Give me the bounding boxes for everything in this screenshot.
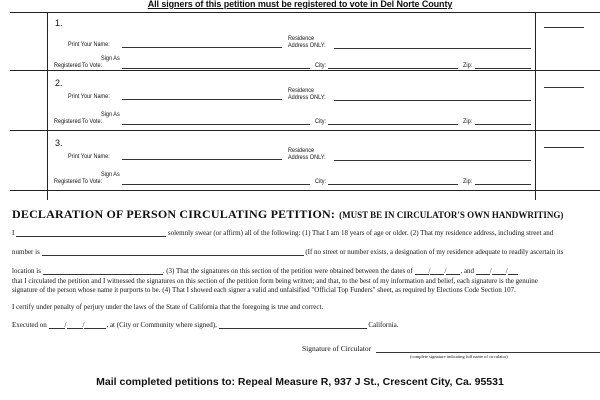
residence-address-field[interactable] (334, 48, 531, 49)
city-label: City: (315, 178, 327, 185)
location-field[interactable] (43, 268, 163, 275)
executed-on-label: Executed on (12, 321, 47, 329)
declaration-line-2 (12, 248, 563, 256)
declaration-line-3 (12, 267, 518, 275)
zip-label: Zip: (463, 118, 473, 125)
end-year-field[interactable] (505, 267, 518, 275)
declaration-text: solemnly swear (or affirm) all of the following: (1) That I am 18 years of age or older. (2) That my residence address, including street and (167, 229, 554, 237)
print-name-field[interactable] (122, 159, 282, 160)
residence-label: Residence (288, 87, 315, 94)
declaration-line-5: signature of the person whose name it purports to be. (4) That I showed each signer a valid and unfalsified "Official Top Funders" sheet, as required by Elections Code Section 107. (12, 286, 516, 294)
zip-field[interactable] (475, 68, 531, 69)
declaration-text: I (12, 229, 15, 237)
circulator-declaration (12, 205, 600, 360)
start-day-field[interactable] (430, 267, 447, 275)
registered-label: Registered To Vote: (54, 62, 103, 69)
print-name-field[interactable] (122, 99, 282, 100)
eligibility-banner: All signers of this petition must be registered to vote in Del Norte County (147, 0, 453, 9)
signature-grid (10, 12, 600, 199)
residence-address-field[interactable] (334, 160, 531, 161)
date-slash: / (489, 267, 492, 275)
sign-as-label: Sign As (101, 55, 120, 62)
address-only-label: Address ONLY: (288, 154, 326, 161)
date-slash: / (505, 267, 508, 275)
sign-as-label: Sign As (101, 111, 120, 118)
signature-field[interactable] (122, 184, 310, 185)
city-field[interactable] (328, 68, 458, 69)
signer-row-2 (10, 73, 600, 131)
print-name-label: Print Your Name: (68, 41, 110, 48)
declaration-text: (If no street or number exists, a designation of my residence adequate to readily ascertain its (305, 248, 564, 256)
at-city-label: , at (City or Community where signed), (106, 321, 217, 329)
declaration-title: DECLARATION OF PERSON CIRCULATING PETITION: (12, 207, 336, 221)
registered-label: Registered To Vote: (54, 118, 103, 125)
date-slash: / (64, 321, 67, 329)
signing-city-field[interactable] (219, 322, 367, 329)
signer-number: 1. (55, 18, 63, 28)
zip-label: Zip: (463, 62, 473, 69)
declaration-subtitle: (MUST BE IN CIRCULATOR'S OWN HANDWRITING) (339, 210, 564, 220)
print-name-label: Print Your Name: (68, 153, 110, 160)
residence-address-field[interactable] (334, 100, 531, 101)
executed-line (12, 321, 399, 329)
registered-label: Registered To Vote: (54, 178, 103, 185)
signer-number: 2. (55, 78, 63, 88)
declaration-text: number is (12, 248, 40, 256)
end-day-field[interactable] (489, 267, 506, 275)
city-field[interactable] (328, 124, 458, 125)
declaration-text: location is (12, 267, 41, 275)
declaration-line-4: that I circulated the petition and I witnessed the signatures on this section of the petition form being written; and that, to the best of my information and belief, each signature is the genuine (12, 277, 538, 285)
circulator-signature-field[interactable] (376, 352, 600, 353)
date-slash: / (82, 321, 85, 329)
circulator-signature-label: Signature of Circulator (302, 344, 372, 353)
zip-label: Zip: (463, 178, 473, 185)
declaration-text: , and (460, 267, 475, 275)
executed-year-field[interactable] (84, 322, 106, 329)
residence-label: Residence (288, 35, 315, 42)
end-month-field[interactable] (476, 268, 490, 275)
california-label: California. (368, 321, 399, 329)
residence-label: Residence (288, 147, 315, 154)
sign-as-label: Sign As (101, 171, 120, 178)
signer-row-3 (10, 133, 600, 191)
zip-field[interactable] (475, 124, 531, 125)
declaration-text: . (3) That the signatures on this section of the petition were obtained between the dates of (162, 267, 413, 275)
date-slash: / (428, 267, 431, 275)
signature-field[interactable] (122, 68, 310, 69)
declaration-line-1 (12, 229, 553, 237)
signature-field[interactable] (122, 124, 310, 125)
zip-field[interactable] (475, 184, 531, 185)
city-field[interactable] (328, 184, 458, 185)
city-label: City: (315, 118, 327, 125)
print-name-label: Print Your Name: (68, 93, 110, 100)
circulator-signature-note: (complete signature indicating full name of circulator) (410, 354, 508, 359)
print-name-field[interactable] (122, 47, 282, 48)
executed-month-field[interactable] (49, 322, 65, 329)
address-only-label: Address ONLY: (288, 42, 326, 49)
signer-number: 3. (55, 138, 63, 148)
declaration-line-6: I certify under penalty of perjury under the laws of the State of California that the foregoing is true and correct. (12, 303, 324, 311)
mailing-address: Mail completed petitions to: Repeal Measure R, 937 J St., Crescent City, Ca. 95531 (96, 376, 504, 388)
city-label: City: (315, 62, 327, 69)
address-only-label: Address ONLY: (288, 94, 326, 101)
start-year-field[interactable] (446, 268, 460, 275)
residence-number-field[interactable] (42, 249, 304, 256)
declaration-heading (12, 205, 563, 223)
signer-row-1 (10, 13, 600, 71)
start-month-field[interactable] (415, 268, 429, 275)
circulator-name-field[interactable] (16, 230, 166, 237)
executed-day-field[interactable] (64, 321, 83, 329)
date-slash: / (444, 267, 447, 275)
